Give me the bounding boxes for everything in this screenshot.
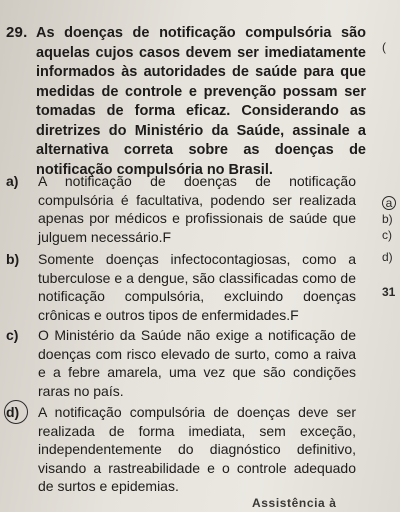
margin-a-circled: a — [382, 196, 396, 210]
option-c[interactable] — [6, 326, 356, 400]
margin-number: 31 — [382, 285, 396, 299]
option-b[interactable] — [6, 250, 356, 324]
option-a-body: A notificação de doenças de notificação compulsória é facultativa, podendo ser realizada apenas por médicos e profissionais de saúde que julguem necessário. — [38, 173, 356, 245]
option-d-letter: d) — [6, 404, 20, 420]
question-text: As doenças de notificação compulsória são aquelas cujos casos devem ser imediatamente informados às autoridades de saúde para que medidas de controle e prevenção possam ser tomadas de forma eficaz. Considerando as diretrizes do Ministério da Saúde, assinale a alternativa correta sobre as doenças de notificação compulsória no Brasil. — [36, 25, 366, 178]
margin-option-b: b) — [382, 212, 393, 226]
margin-top-mark: ( — [382, 40, 386, 54]
option-c-letter: c) — [6, 327, 19, 343]
option-a-text — [38, 172, 356, 246]
question-number: 29. — [6, 24, 28, 41]
margin-option-c: c) — [382, 228, 392, 242]
option-a-note: F — [162, 228, 172, 245]
option-b-text — [38, 250, 356, 324]
option-d[interactable] — [6, 403, 356, 496]
option-b-note: F — [290, 306, 299, 323]
option-a-letter: a) — [6, 173, 19, 189]
margin-option-a — [382, 196, 396, 210]
footer-heading: Assistência à — [252, 496, 337, 510]
option-a[interactable] — [6, 172, 356, 246]
option-b-letter: b) — [6, 251, 20, 267]
option-b-body: Somente doenças infectocontagiosas, como a tuberculose e a dengue, são classificadas como de notificação compulsória, excluindo doenças crônicas e outros tipos de enfermidades. — [38, 251, 356, 323]
option-d-text: A notificação compulsória de doenças deve ser realizada de forma imediata, sem exceção, independentemente do diagnóstico definitivo, visando a rastreabilidade e o controle adequado de surtos e epidemias. — [38, 404, 356, 494]
option-c-text: O Ministério da Saúde não exige a notificação de doenças com risco elevado de surto, como a raiva e a febre amarela, uma vez que são condições raras no país. — [38, 327, 356, 399]
margin-option-d: d) — [382, 250, 393, 264]
